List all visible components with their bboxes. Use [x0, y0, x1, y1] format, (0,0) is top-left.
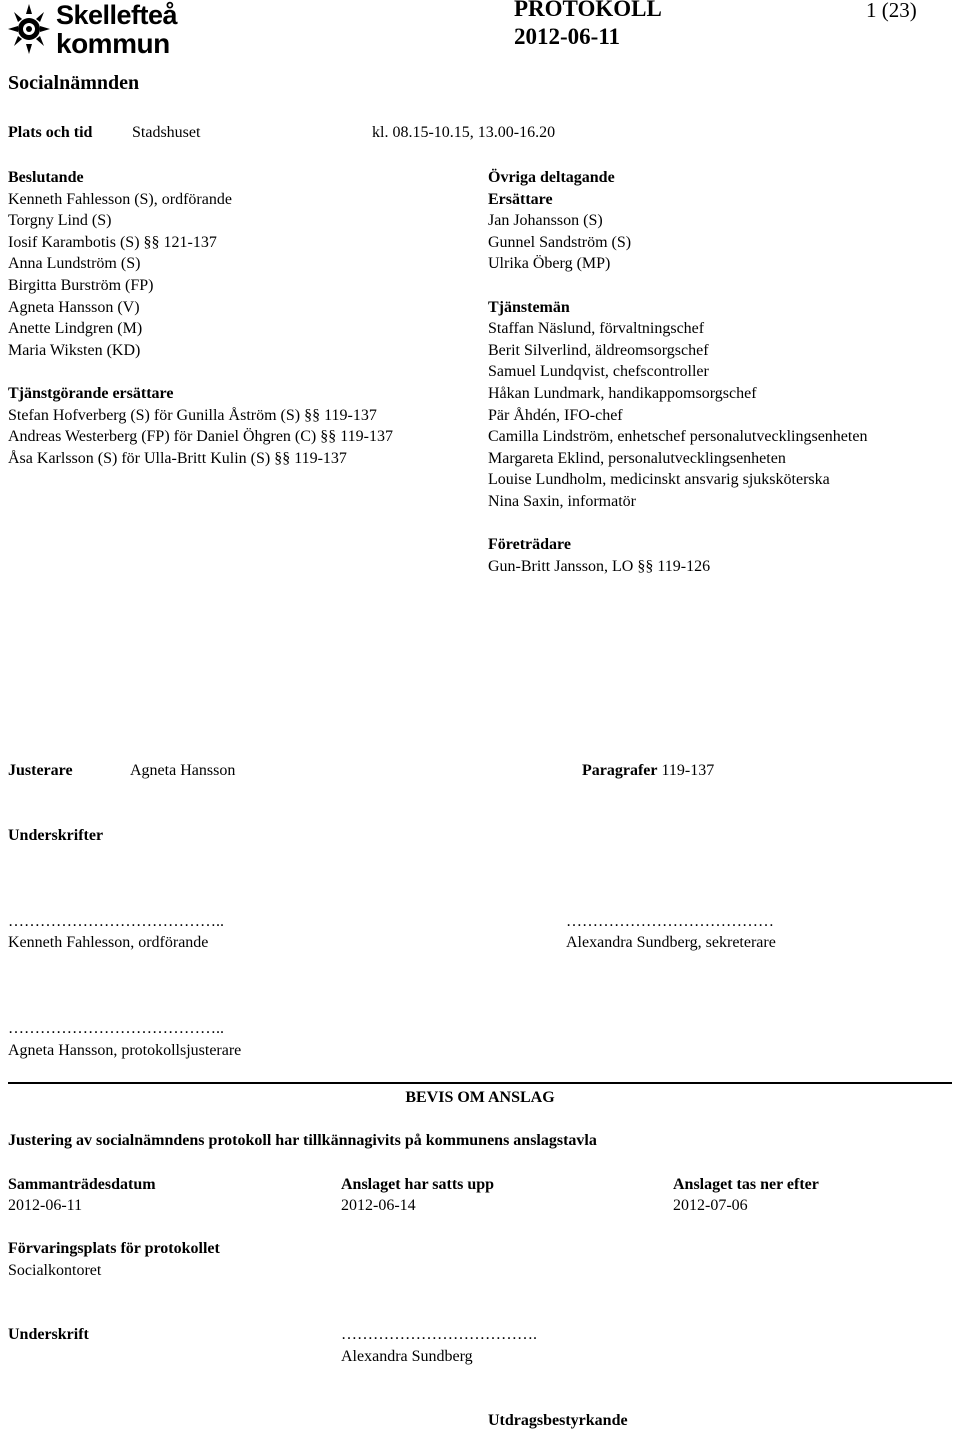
storage-value: Socialkontoret — [8, 1262, 102, 1279]
list-item: Staffan Näslund, förvaltningschef — [488, 320, 705, 338]
list-item: Louise Lundholm, medicinskt ansvarig sjuksköterska — [488, 471, 830, 489]
list-item: Samuel Lundqvist, chefscontroller — [488, 363, 709, 381]
list-item: Birgitta Burström (FP) — [8, 276, 154, 294]
list-item: Anna Lundström (S) — [8, 255, 141, 273]
list-item: Stefan Hofverberg (S) för Gunilla Åström (S) §§ 119-137 — [8, 406, 377, 424]
paragraphs-field — [582, 762, 714, 780]
list-item: Berit Silverlind, äldreomsorgschef — [488, 341, 709, 359]
committee-name: Socialnämnden — [8, 72, 140, 94]
list-item: Torgny Lind (S) — [8, 212, 112, 230]
signature-name-chair: Kenneth Fahlesson, ordförande — [8, 934, 209, 951]
paragraphs-range: 119-137 — [661, 762, 715, 779]
skelleftea-logo — [8, 0, 190, 59]
list-item: Margareta Eklind, personalutvecklingsenheten — [488, 449, 786, 467]
signature-line-secretary: ………………………………… — [566, 913, 774, 930]
removed-label: Anslaget tas ner efter — [673, 1176, 819, 1193]
signature-dots: ………………………………. — [341, 1326, 537, 1343]
notice-statement: Justering av socialnämndens protokoll har tillkännagivits på kommunens anslagstavla — [8, 1132, 597, 1149]
list-item: Håkan Lundmark, handikappomsorgschef — [488, 384, 757, 402]
signature-line-chair: ………………………………….. — [8, 913, 224, 930]
officials-heading: Tjänstemän — [488, 298, 570, 316]
sun-emblem-icon — [8, 4, 50, 54]
logo-line2: kommun — [56, 28, 170, 59]
deciding-heading: Beslutande — [8, 169, 84, 186]
list-item: Agneta Hansson (V) — [8, 298, 140, 316]
page-number: 1 (23) — [866, 0, 917, 22]
extract-certification-label: Utdragsbestyrkande — [488, 1412, 628, 1429]
list-item: Gun-Britt Jansson, LO §§ 119-126 — [488, 557, 711, 575]
substitutes-heading: Ersättare — [488, 190, 553, 208]
place-label: Plats och tid — [8, 124, 93, 141]
signature-line-adjuster: ………………………………….. — [8, 1020, 224, 1037]
list-item: Gunnel Sandström (S) — [488, 233, 632, 251]
removed-value: 2012-07-06 — [673, 1197, 748, 1214]
meeting-date-label: Sammanträdesdatum — [8, 1176, 156, 1193]
posted-value: 2012-06-14 — [341, 1197, 416, 1214]
representatives-heading: Företrädare — [488, 536, 571, 554]
adjuster-label: Justerare — [8, 762, 73, 779]
list-item: Jan Johansson (S) — [488, 212, 603, 230]
list-item: Kenneth Fahlesson (S), ordförande — [8, 190, 232, 208]
serving-substitutes-heading: Tjänstgörande ersättare — [8, 384, 174, 402]
list-item: Iosif Karambotis (S) §§ 121-137 — [8, 233, 217, 251]
list-item: Camilla Lindström, enhetschef personalutvecklingsenheten — [488, 428, 868, 446]
signature-label: Underskrift — [8, 1326, 89, 1343]
others-heading: Övriga deltagande — [488, 169, 615, 186]
document-date: 2012-06-11 — [514, 24, 621, 49]
list-item: Anette Lindgren (M) — [8, 320, 143, 338]
list-item: Maria Wiksten (KD) — [8, 341, 141, 359]
notice-title: BEVIS OM ANSLAG — [405, 1089, 555, 1106]
adjuster-name: Agneta Hansson — [130, 762, 236, 779]
posted-label: Anslaget har satts upp — [341, 1176, 495, 1193]
list-item: Ulrika Öberg (MP) — [488, 255, 611, 273]
document-type: PROTOKOLL — [514, 0, 662, 21]
section-divider — [8, 1082, 952, 1084]
meeting-date-value: 2012-06-11 — [8, 1197, 83, 1214]
logo-line1: Skellefteå — [56, 0, 178, 30]
meeting-time: kl. 08.15-10.15, 13.00-16.20 — [372, 124, 556, 141]
deciding-members-section — [8, 167, 393, 469]
paragraphs-label: Paragrafer — [582, 762, 658, 779]
signature-name: Alexandra Sundberg — [341, 1348, 473, 1365]
meeting-place: Stadshuset — [132, 124, 201, 141]
list-item: Pär Åhdén, IFO-chef — [488, 406, 623, 424]
signature-name-secretary: Alexandra Sundberg, sekreterare — [566, 934, 776, 951]
list-item: Åsa Karlsson (S) för Ulla-Britt Kulin (S) §§ 119-137 — [8, 449, 347, 467]
list-item: Andreas Westerberg (FP) för Daniel Öhgren (C) §§ 119-137 — [8, 428, 393, 446]
storage-label: Förvaringsplats för protokollet — [8, 1240, 220, 1257]
signatures-heading: Underskrifter — [8, 827, 104, 844]
other-participants-section — [488, 167, 867, 577]
signature-name-adjuster: Agneta Hansson, protokollsjusterare — [8, 1042, 242, 1059]
list-item: Nina Saxin, informatör — [488, 492, 636, 510]
